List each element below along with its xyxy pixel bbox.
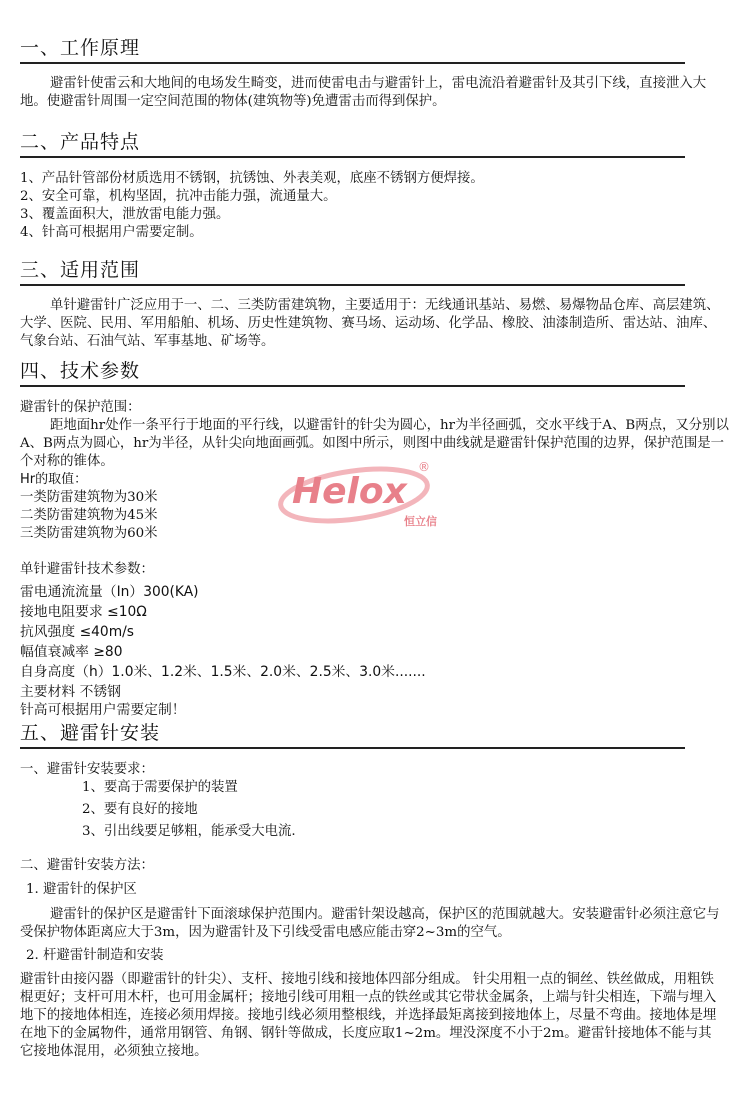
section-title-features: 二、产品特点: [20, 130, 685, 158]
section-title-installation: 五、避雷针安装: [20, 721, 685, 749]
section-title-working-principle: 一、工作原理: [20, 36, 685, 64]
method-1-title: 1. 避雷针的保护区: [26, 882, 137, 897]
install-req-2: 2、要有良好的接地: [82, 802, 198, 817]
param-height: 自身高度（h）1.0米、1.2米、1.5米、2.0米、2.5米、3.0米.......: [20, 664, 426, 680]
method-1-text: 避雷针的保护区是避雷针下面滚球保护范围内。避雷针架设越高，保护区的范围就越大。安装避雷针必须注意它与受保护物体距离应大于3m，因为避雷针及下引线受雷电感应能击穿2~3m的空气。: [20, 907, 720, 940]
feature-item-2: 2、安全可靠，机构坚固，抗冲击能力强，流通量大。: [20, 189, 337, 204]
feature-item-4: 4、针高可根据用户需要定制。: [20, 225, 203, 240]
param-material: 主要材料 不锈钢: [20, 684, 121, 700]
param-custom: 针高可根据用户需要定制！: [20, 702, 186, 718]
feature-item-3: 3、覆盖面积大，泄放雷电能力强。: [20, 207, 230, 222]
param-resistance: 接地电阻要求 ≤10Ω: [20, 604, 147, 620]
hr-value-3: 三类防雷建筑物为60米: [20, 526, 158, 541]
logo-brand-text: Helox: [292, 471, 407, 512]
hr-value-2: 二类防雷建筑物为45米: [20, 508, 158, 523]
section-title-scope: 三、适用范围: [20, 258, 685, 286]
helox-logo-graphic: [272, 455, 442, 535]
helox-logo: [272, 455, 442, 535]
method-2-title: 2. 杆避雷针制造和安装: [26, 948, 164, 963]
protection-range-text: 距地面hr处作一条平行于地面的平行线，以避雷针的针尖为圆心，hr为半径画弧，交水平线于A、B两点，又分别以A、B两点为圆心，hr为半径，从针尖向地面画弧。如图中所示，则图中曲线就是避雷针保护范围的边界，保护范围是一个对称的锥体。: [20, 418, 729, 469]
install-req-3: 3、引出线要足够粗，能承受大电流.: [82, 824, 296, 839]
param-current: 雷电通流流量（In）300(KA): [20, 584, 199, 600]
hr-value-1: 一类防雷建筑物为30米: [20, 490, 158, 505]
logo-cn-text: 恒立信: [404, 515, 437, 528]
logo-reg-mark: ®: [418, 460, 430, 474]
scope-text: 单针避雷针广泛应用于一、二、三类防雷建筑物，主要适用于：无线通讯基站、易燃、易爆物品仓库、高层建筑、大学、医院、民用、军用船舶、机场、历史性建筑物、赛马场、运动场、化学品、橡胶、油漆制造所、雷达站、油库、气象台站、石油气站、军事基地、矿场等。: [20, 298, 720, 349]
install-req-1: 1、要高于需要保护的装置: [82, 780, 238, 795]
params-label: 单针避雷针技术参数：: [20, 562, 154, 577]
hr-label: Hr的取值：: [20, 472, 88, 487]
install-method-label: 二、避雷针安装方法：: [20, 858, 154, 873]
working-principle-text: 避雷针使雷云和大地间的电场发生畸变，进而使雷电击与避雷针上，雷电流沿着避雷针及其引下线，直接泄入大地。使避雷针周围一定空间范围的物体(建筑物等)免遭雷击而得到保护。: [20, 76, 707, 109]
feature-item-1: 1、产品针管部份材质选用不锈钢，抗锈蚀、外表美观，底座不锈钢方便焊接。: [20, 171, 484, 186]
section-title-tech-params: 四、技术参数: [20, 359, 685, 387]
param-wind: 抗风强度 ≤40m/s: [20, 624, 134, 640]
method-2-text: 避雷针由接闪器（即避雷针的针尖）、支杆、接地引线和接地体四部分组成。 针尖用粗一点的铜丝、铁丝做成，用粗铁棍更好；支杆可用木杆，也可用金属杆；接地引线可用粗一点的铁丝或其它带状金属条，上端与针尖相连，下端与埋入地下的接地体相连，连接必须用焊接。接地引线必须用整根线，并选择最矩离接到接地体上，尽量不弯曲。接地体是埋在地下的金属物件，通常用钢管、角钢、钢针等做成，长度应取1~2m。埋没深度不小于2m。避雷针接地体不能与其它接地体混用，必须独立接地。: [20, 972, 717, 1059]
install-req-label: 一、避雷针安装要求：: [20, 762, 154, 777]
param-attenuation: 幅值衰减率 ≥80: [20, 644, 123, 660]
protection-range-label: 避雷针的保护范围：: [20, 400, 141, 415]
